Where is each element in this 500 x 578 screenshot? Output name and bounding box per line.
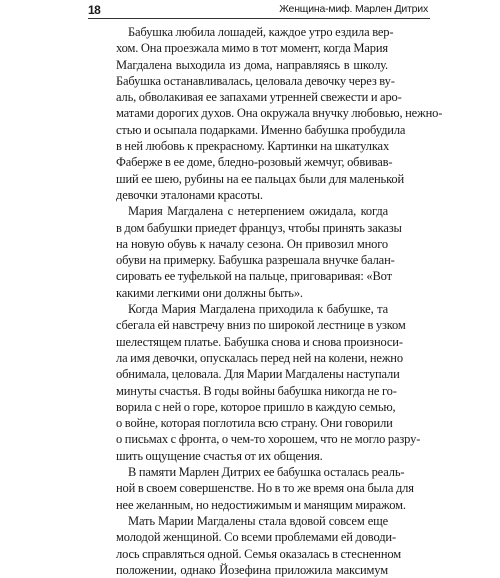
paragraph — [116, 513, 401, 578]
text-line: Фаберже в ее доме, бледно-розовый жемчуг, обвивав- — [116, 155, 393, 170]
text-line: ла имя девочки, опускалась перед ней на колени, нежно — [116, 350, 403, 365]
text-line: минуты счастья. В годы войны бабушка никогда не го- — [116, 383, 397, 398]
header-rule — [88, 18, 430, 19]
text-line: девочки эталонами красоты. — [116, 187, 263, 202]
paragraph — [116, 24, 443, 203]
text-line: сировать ее туфелькой на пальце, приговаривая: «Вот — [116, 269, 392, 284]
text-line: Бабушка любила лошадей, каждое утро ездила вер- — [128, 25, 394, 39]
running-title: Женщина-миф. Марлен Дитрих — [279, 3, 428, 15]
text-line: шелестящем платье. Бабушка снова и снова произноси- — [116, 334, 403, 349]
text-line: лось справляться одной. Семья оказалась в стесненном — [116, 546, 401, 561]
paragraph — [116, 203, 402, 301]
text-line: на новую обувь к началу сезона. Он привозил много — [116, 236, 388, 251]
text-line: Мать Марии Магдалены стала вдовой совсем еще — [128, 513, 388, 528]
page-number: 18 — [88, 3, 101, 17]
paragraph — [116, 301, 421, 464]
text-line: Магдалена выходила из дома, направляясь в школу. — [116, 57, 388, 72]
text-line: обнимала, целовала. Для Марии Магдалены наступали — [116, 367, 400, 382]
text-line: хом. Она проезжала мимо в тот момент, когда Мария — [116, 41, 388, 56]
text-line: ной в своем совершенстве. Но в то же время она была для — [116, 481, 414, 496]
text-line: положении, однако Йозефина приложила максимум — [116, 562, 388, 577]
text-line: аль, обволакивая ее запахами утренней свежести и аро- — [116, 90, 402, 105]
text-line: в дом бабушки приедет француз, чтобы принять заказы — [116, 220, 402, 235]
text-line: стью и осыпала подарками. Именно бабушка пробудила — [116, 122, 406, 137]
text-line: матами дорогих духов. Она окружала внучку любовью, нежно- — [116, 106, 443, 121]
text-line: в ней любовь к прекрасному. Картинки на шкатулках — [116, 139, 390, 154]
text-line: молодой женщиной. Со всеми проблемами ей доводи- — [116, 530, 396, 545]
text-line: обуви на примерку. Бабушка разрешала внучке балан- — [116, 253, 395, 268]
text-line: какими легкими они должны быть». — [116, 285, 303, 300]
text-line: нее желанным, но недостижимым и манящим миражом. — [116, 497, 406, 512]
text-line: ворила с ней о горе, которое пришло в каждую семью, — [116, 399, 396, 414]
text-line: ший ее шею, рубины на ее пальцах были для маленькой — [116, 171, 404, 186]
body-text — [116, 24, 443, 578]
paragraph — [116, 464, 414, 513]
text-line: сбегала ей навстречу вниз по широкой лестнице в узком — [116, 318, 406, 333]
text-line: Бабушка останавливалась, целовала девочку через ву- — [116, 73, 395, 88]
text-line: Мария Магдалена с нетерпением ожидала, когда — [128, 204, 388, 219]
text-line: В памяти Марлен Дитрих ее бабушка осталась реаль- — [128, 465, 405, 480]
text-line: о письмах с фронта, о чем-то хорошем, что не могло разру- — [116, 432, 421, 447]
text-line: Когда Мария Магдалена приходила к бабушке, та — [128, 302, 388, 317]
text-line: шить ощущение счастья от их общения. — [116, 448, 323, 463]
text-line: о войне, которая поглотила всю страну. Они говорили — [116, 416, 393, 431]
